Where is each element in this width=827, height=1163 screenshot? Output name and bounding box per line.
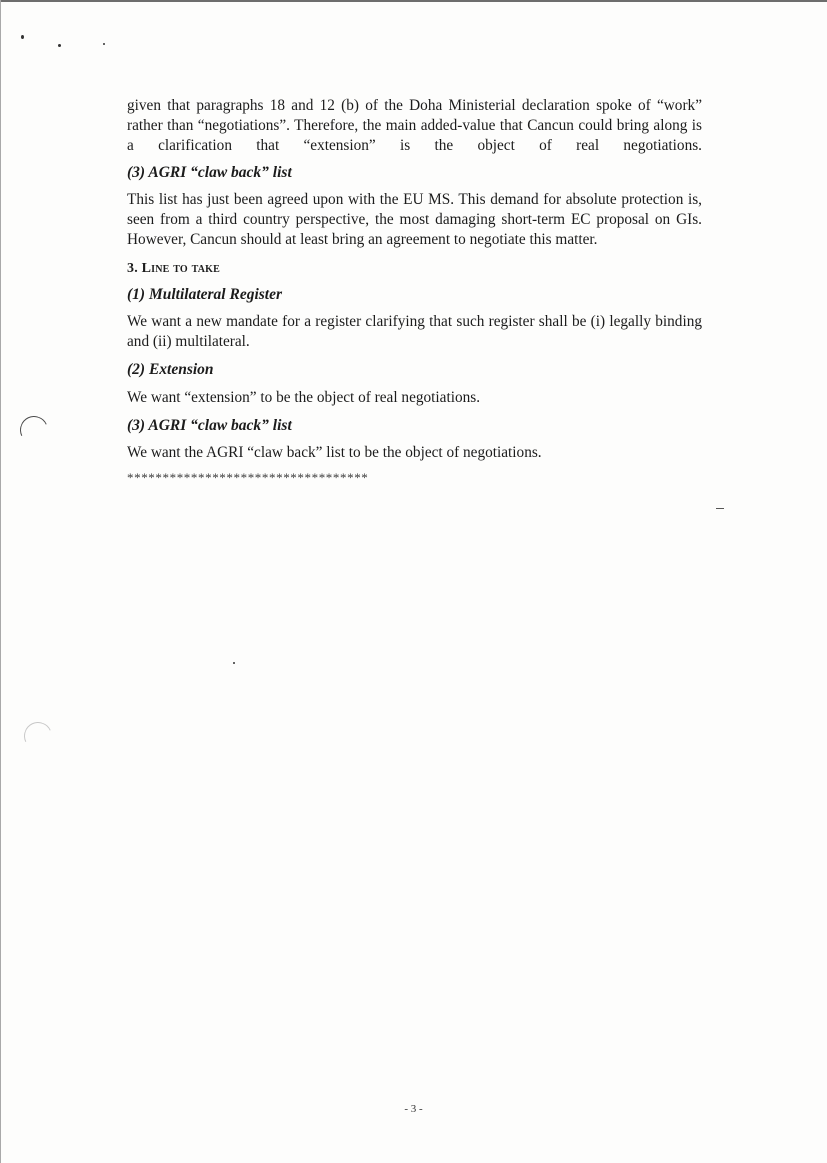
separator-line: ********************************** [127,469,369,485]
scan-dash-mark [716,508,724,509]
claw-back-paragraph-2: We want the AGRI “claw back” list to be the object of negotiations. [127,444,542,462]
punch-hole-mark [20,718,56,754]
extension-paragraph: We want “extension” to be the object of real negotiations. [127,389,481,407]
intro-paragraph: given that paragraphs 18 and 12 (b) of the Doha Ministerial declaration spoke of “work” rather than “negotiations”. Therefore, the main added-value that Cancun could bring along is a clarification that “extension” is the object of real negotiations. [127,97,702,154]
scan-top-border [0,0,827,2]
scan-speck [58,44,61,47]
section-title: 3. Line to take [127,260,220,276]
scan-speck [103,43,105,45]
scan-speck [21,35,24,39]
scan-left-border [0,0,1,1163]
claw-back-heading: (3) AGRI “claw back” list [127,164,292,182]
page-number: - 3 - [404,1103,423,1115]
scan-speck [233,662,235,664]
extension-heading: (2) Extension [127,361,214,379]
register-heading: (1) Multilateral Register [127,285,282,303]
claw-back-heading-2: (3) AGRI “claw back” list [127,417,292,435]
claw-back-paragraph: This list has just been agreed upon with the EU MS. This demand for absolute protection is, seen from a third country perspective, the most damaging short-term EC proposal on GIs. However, Cancun should at least bring an agreement to negotiate this matter. [127,191,702,248]
page-content [127,96,702,488]
register-paragraph: We want a new mandate for a register clarifying that such register shall be (i) legally binding and (ii) multilateral. [127,312,702,350]
punch-hole-mark [16,412,52,448]
